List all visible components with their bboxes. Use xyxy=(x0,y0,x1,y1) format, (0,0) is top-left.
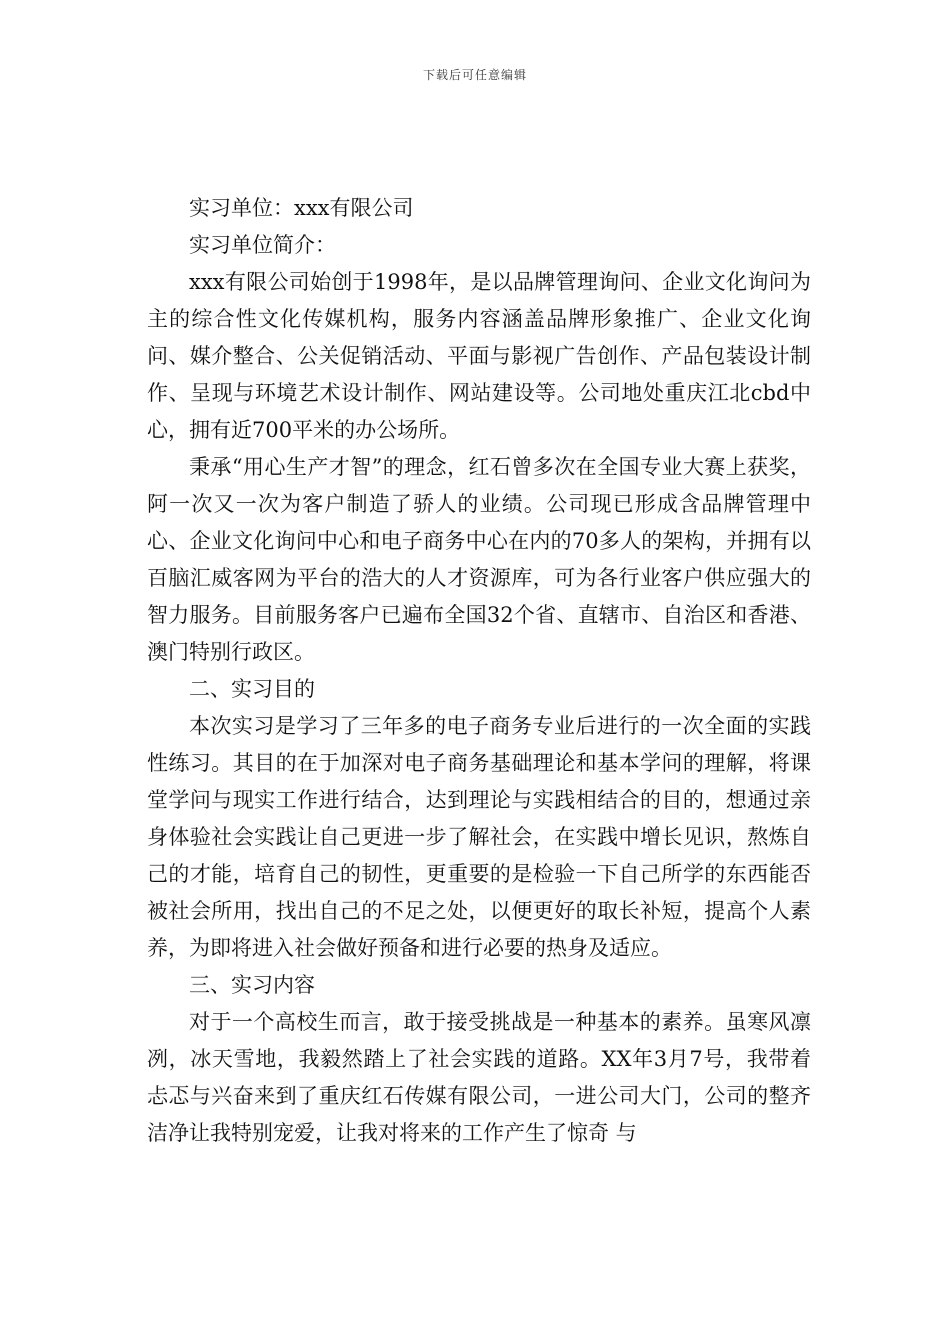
company-philosophy-paragraph: 秉承“用心生产才智”的理念，红石曾多次在全国专业大赛上获奖，阿一次又一次为客户制造了骄人的业绩。公司现已形成含品牌管理中心、企业文化询问中心和电子商务中心在内的70多人的架构，并拥有以百脑汇威客网为平台的浩大的人才资源库，可为各行业客户供应强大的智力服务。目前服务客户已遍布全国32个省、直辖市、自治区和香港、澳门特别行政区。 xyxy=(147,455,811,664)
content-paragraph: 对于一个高校生而言，敢于接受挑战是一种基本的素养。虽寒风凛冽，冰天雪地，我毅然踏上了社会实践的道路。XX年3月7号，我带着忐忑与兴奋来到了重庆红石传媒有限公司，一进公司大门，公司的整齐洁净让我特别宠爱，让我对将来的工作产生了惊奇 与 xyxy=(147,1010,811,1145)
document-body xyxy=(147,190,811,1152)
section-heading-content: 三、实习内容 xyxy=(189,973,315,997)
page-header: 下载后可任意编辑 xyxy=(422,68,527,82)
purpose-paragraph: 本次实习是学习了三年多的电子商务专业后进行的一次全面的实践性练习。其目的在于加深对电子商务基础理论和基本学问的理解，将课堂学问与现实工作进行结合，达到理论与实践相结合的目的，想通过亲身体验社会实践让自己更进一步了解社会，在实践中增长见识，熬炼自己的才能，培育自己的韧性，更重要的是检验一下自己所学的东西能否被社会所用，找出自己的不足之处，以便更好的取长补短，提高个人素养，为即将进入社会做好预备和进行必要的热身及适应。 xyxy=(147,714,811,960)
company-intro-paragraph: xxx有限公司始创于1998年，是以品牌管理询问、企业文化询问为主的综合性文化传媒机构，服务内容涵盖品牌形象推广、企业文化询问、媒介整合、公关促销活动、平面与影视广告创作、产品包装设计制作、呈现与环境艺术设计制作、网站建设等。公司地处重庆江北cbd中心，拥有近700平米的办公场所。 xyxy=(147,270,811,442)
section-heading-purpose: 二、实习目的 xyxy=(189,677,315,701)
internship-unit-line: 实习单位：xxx有限公司 xyxy=(189,196,414,220)
unit-intro-heading: 实习单位简介： xyxy=(189,233,336,257)
